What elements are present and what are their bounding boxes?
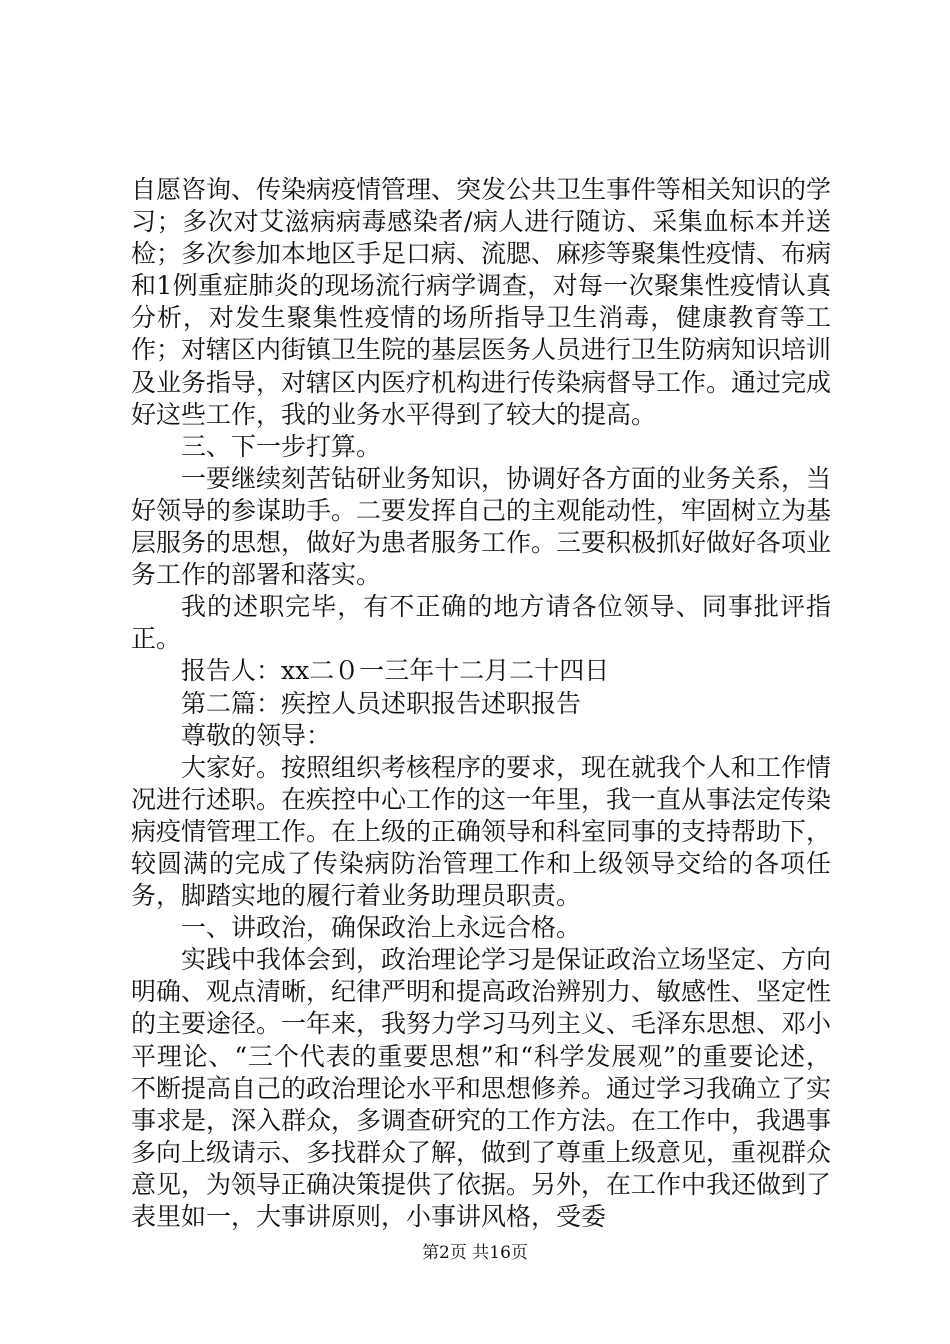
- salutation: 尊敬的领导：: [181, 720, 332, 750]
- section-heading-next-steps: 三、下一步打算。: [181, 431, 382, 461]
- paragraph-continued: 自愿咨询、传染病疫情管理、突发公共卫生事件等相关知识的学习；多次对艾滋病病毒感染者/病人进行随访、采集血标本并送检；多次参加本地区手足口病、流腮、麻疹等聚集性疫情、布病和1例重症肺炎的现场流行病学调查，对每一次聚集性疫情认真分析，对发生聚集性疫情的场所指导卫生消毒，健康教育等工作；对辖区内街镇卫生院的基层医务人员进行卫生防病知识培训及业务指导，对辖区内医疗机构进行传染病督导工作。通过完成好这些工作，我的业务水平得到了较大的提高。: [131, 175, 832, 429]
- paragraph-plans: 一要继续刻苦钻研业务知识，协调好各方面的业务关系，当好领导的参谋助手。二要发挥自己的主观能动性，牢固树立为基层服务的思想，做好为患者服务工作。三要积极抓好做好各项业务工作的部署和落实。: [131, 463, 832, 590]
- paragraph-closing: 我的述职完毕，有不正确的地方请各位领导、同事批评指正。: [131, 592, 831, 654]
- paragraph-intro: 大家好。按照组织考核程序的要求，现在就我个人和工作情况进行述职。在疾控中心工作的这一年里，我一直从事法定传染病疫情管理工作。在上级的正确领导和科室同事的支持帮助下，较圆满的完成了传染病防治管理工作和上级领导交给的各项任务，脚踏实地的履行着业务助理员职责。: [131, 752, 832, 911]
- reporter-signature-line: 报告人：xx二０一三年十二月二十四日: [181, 656, 610, 686]
- chapter-title: 第二篇：疾控人员述职报告述职报告: [181, 688, 582, 718]
- section-heading-politics: 一、讲政治，确保政治上永远合格。: [181, 913, 582, 943]
- page-footer: 第2页 共16页: [422, 1243, 528, 1263]
- document-body: [131, 174, 831, 1233]
- paragraph-politics: 实践中我体会到，政治理论学习是保证政治立场坚定、方向明确、观点清晰，纪律严明和提高政治辨别力、敏感性、坚定性的主要途径。一年来，我努力学习马列主义、毛泽东思想、邓小平理论、“三个代表的重要思想”和“科学发展观”的重要论述，不断提高自己的政治理论水平和思想修养。通过学习我确立了实事求是，深入群众，多调查研究的工作方法。在工作中，我遇事多向上级请示、多找群众了解，做到了尊重上级意见，重视群众意见，为领导正确决策提供了依据。另外，在工作中我还做到了表里如一，大事讲原则，小事讲风格，受委: [131, 945, 832, 1231]
